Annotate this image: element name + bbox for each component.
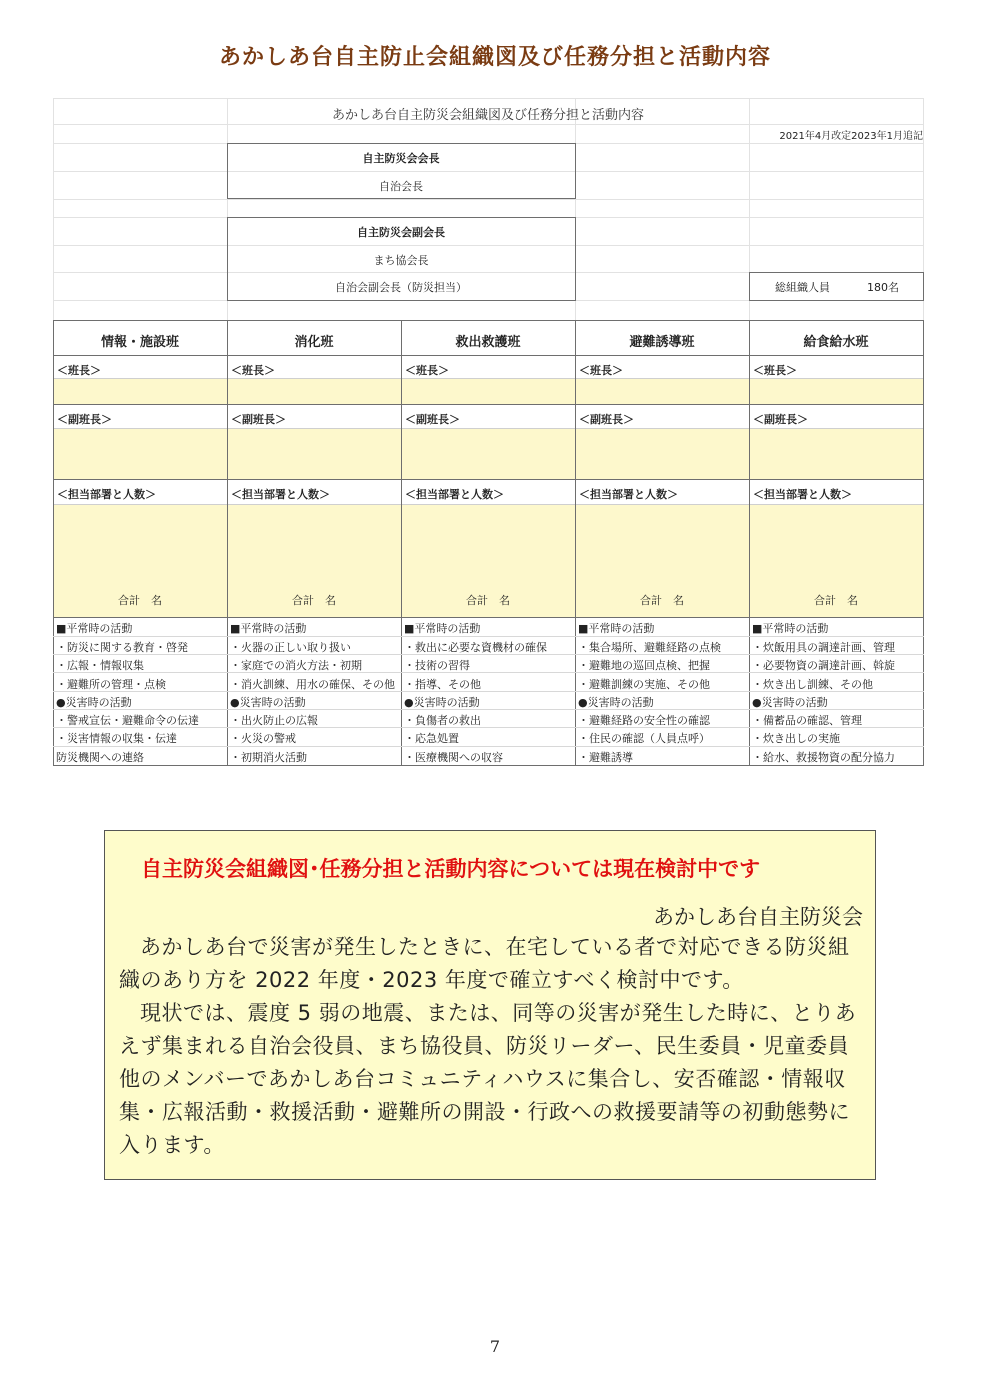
vice-chairman-title: 自主防災会副会長 bbox=[357, 226, 445, 239]
activity-item: ●災害時の活動 bbox=[404, 696, 480, 709]
activity-item: ・防災に関する教育・啓発 bbox=[56, 641, 188, 654]
team-name: 給食給水班 bbox=[803, 335, 869, 350]
activity-item: 防災機関への連絡 bbox=[56, 751, 144, 764]
activity-item: ●災害時の活動 bbox=[56, 696, 132, 709]
dept-label: ＜担当部署と人数＞ bbox=[57, 488, 156, 501]
activity-item: ・炊き出し訓練、その他 bbox=[752, 678, 873, 691]
vice-chairman-line2: 自治会副会長（防災担当） bbox=[335, 281, 467, 294]
vice-chairman-line1: まち協会長 bbox=[373, 254, 429, 267]
activity-item: ・広報・情報収集 bbox=[56, 659, 144, 672]
sub-leader-label: ＜副班長＞ bbox=[405, 413, 460, 426]
activity-item: ●災害時の活動 bbox=[578, 696, 654, 709]
notice-paragraph: 現状では、震度 5 弱の地震、または、同等の災害が発生した時に、とりあえず集まれる自治会役員、まち協役員、防災リーダー、民生委員・児童委員他のメンバーであかしあ台コミュニティハウスに集合し、安否確認・情報収集・広報活動・救援活動・避難所の開設・行政への救援要請等の初動態勢に入ります。 bbox=[119, 1001, 857, 1157]
activity-item: ●災害時の活動 bbox=[230, 696, 306, 709]
leader-label: ＜班長＞ bbox=[405, 364, 449, 377]
activity-item: ●災害時の活動 bbox=[752, 696, 828, 709]
team-name: 救出救護班 bbox=[455, 335, 521, 350]
sub-leader-label: ＜副班長＞ bbox=[579, 413, 634, 426]
activity-item: ・備蓄品の確認、管理 bbox=[752, 714, 862, 727]
activity-item: ・火災の警戒 bbox=[230, 732, 296, 745]
activity-item: ・避難訓練の実施、その他 bbox=[578, 678, 710, 691]
leader-label: ＜班長＞ bbox=[753, 364, 797, 377]
dept-label: ＜担当部署と人数＞ bbox=[405, 488, 504, 501]
activity-item: ■平常時の活動 bbox=[578, 622, 655, 635]
activity-item: ・集合場所、避難経路の点検 bbox=[578, 641, 721, 654]
activity-item: ・家庭での消火方法・初期 bbox=[230, 659, 362, 672]
total-members-value: 180名 bbox=[867, 281, 899, 294]
team-name: 避難誘導班 bbox=[629, 335, 695, 350]
leader-label: ＜班長＞ bbox=[57, 364, 101, 377]
notice-title: 自主防災会組織図･任務分担と活動内容については現在検討中です bbox=[141, 857, 761, 881]
activity-item: ・給水、救援物資の配分協力 bbox=[752, 751, 895, 764]
activity-item: ・避難誘導 bbox=[578, 751, 633, 764]
page-title: あかしあ台自主防止会組織図及び任務分担と活動内容 bbox=[218, 45, 771, 70]
activity-item: ・指導、その他 bbox=[404, 678, 481, 691]
activity-item: ・医療機関への収容 bbox=[404, 751, 503, 764]
page-number: 7 bbox=[489, 1337, 501, 1356]
organization-chart bbox=[53, 98, 924, 766]
sub-leader-label: ＜副班長＞ bbox=[753, 413, 808, 426]
activity-item: ・炊飯用具の調達計画、管理 bbox=[752, 641, 895, 654]
notice-body bbox=[119, 931, 865, 1162]
notice-box bbox=[104, 830, 876, 1180]
activity-item: ・住民の確認（人員点呼） bbox=[578, 732, 710, 745]
team-name: 情報・施設班 bbox=[100, 335, 179, 350]
activity-item: ■平常時の活動 bbox=[404, 622, 481, 635]
activity-item: ・応急処置 bbox=[404, 732, 459, 745]
total-count: 合計 名 bbox=[814, 594, 858, 607]
activity-item: ・技術の習得 bbox=[404, 659, 470, 672]
total-count: 合計 名 bbox=[118, 594, 162, 607]
activity-item: ■平常時の活動 bbox=[230, 622, 307, 635]
activity-item: ・救出に必要な資機材の確保 bbox=[404, 641, 547, 654]
revision-date: 2021年4月改定2023年1月追記 bbox=[779, 131, 923, 142]
total-members-label: 総組織人員 bbox=[775, 281, 830, 294]
activity-item: ・負傷者の救出 bbox=[404, 714, 481, 727]
activity-item: ・避難経路の安全性の確認 bbox=[578, 714, 710, 727]
sub-leader-label: ＜副班長＞ bbox=[231, 413, 286, 426]
activity-item: ・避難地の巡回点検、把握 bbox=[578, 659, 710, 672]
activity-item: ・避難所の管理・点検 bbox=[56, 678, 166, 691]
notice-paragraph: あかしあ台で災害が発生したときに、在宅している者で対応できる防災組織のあり方を 2022 年度・2023 年度で確立すべく検討中です。 bbox=[119, 935, 850, 992]
leader-label: ＜班長＞ bbox=[231, 364, 275, 377]
dept-label: ＜担当部署と人数＞ bbox=[753, 488, 852, 501]
chart-title: あかしあ台自主防災会組織図及び任務分担と活動内容 bbox=[331, 108, 644, 123]
activity-item: ・消火訓練、用水の確保、その他 bbox=[230, 678, 395, 691]
total-count: 合計 名 bbox=[466, 594, 510, 607]
activity-item: ・災害情報の収集・伝達 bbox=[56, 732, 177, 745]
total-count: 合計 名 bbox=[640, 594, 684, 607]
chairman-name: 自治会長 bbox=[379, 180, 423, 193]
team-name: 消化班 bbox=[294, 335, 334, 350]
activity-item: ・出火防止の広報 bbox=[230, 714, 318, 727]
activity-item: ・初期消火活動 bbox=[230, 751, 307, 764]
chairman-title: 自主防災会会長 bbox=[362, 152, 440, 165]
dept-label: ＜担当部署と人数＞ bbox=[231, 488, 330, 501]
leader-label: ＜班長＞ bbox=[579, 364, 623, 377]
notice-organization: あかしあ台自主防災会 bbox=[653, 905, 863, 929]
dept-label: ＜担当部署と人数＞ bbox=[579, 488, 678, 501]
activity-item: ・火器の正しい取り扱い bbox=[230, 641, 351, 654]
activity-item: ・炊き出しの実施 bbox=[752, 732, 840, 745]
activity-item: ・必要物資の調達計画、斡旋 bbox=[752, 659, 895, 672]
activity-item: ・警戒宣伝・避難命令の伝達 bbox=[56, 714, 199, 727]
activity-item: ■平常時の活動 bbox=[56, 622, 133, 635]
activity-item: ■平常時の活動 bbox=[752, 622, 829, 635]
sub-leader-label: ＜副班長＞ bbox=[57, 413, 112, 426]
total-count: 合計 名 bbox=[292, 594, 336, 607]
